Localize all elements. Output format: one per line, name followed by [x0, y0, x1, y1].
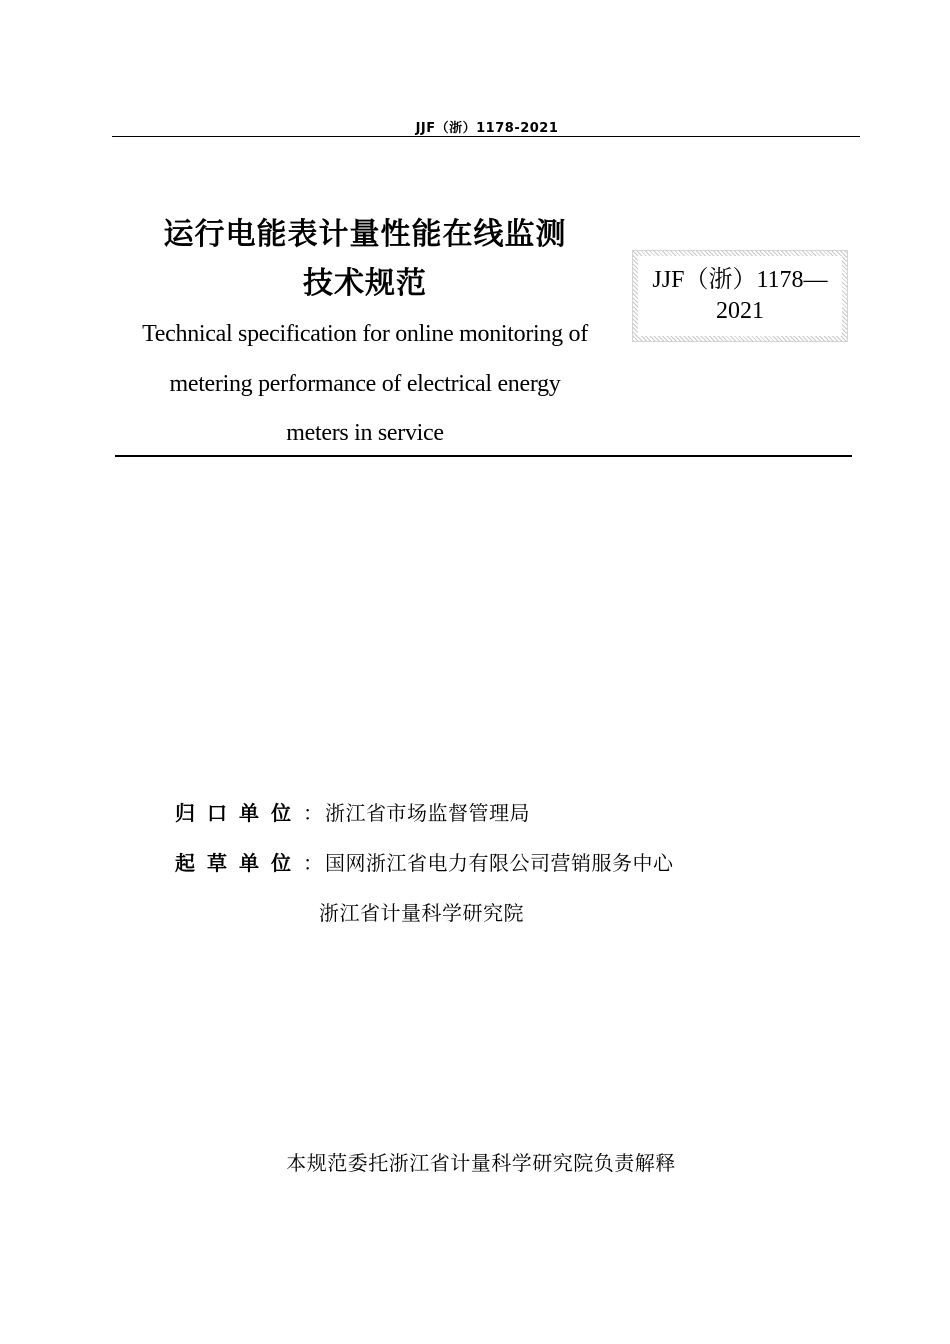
- standard-code-box-line-1: JJF（浙）1178—: [652, 267, 828, 293]
- title-english-line-2: metering performance of electrical energy: [169, 371, 561, 397]
- interpretation-note: 本规范委托浙江省计量科学研究院负责解释: [286, 1151, 676, 1175]
- drafting-unit-value-1: 国网浙江省电力有限公司营销服务中心: [325, 851, 674, 875]
- responsible-unit-label-text: 归口单位: [175, 801, 303, 825]
- drafting-unit-label: [175, 848, 303, 878]
- header-standard-code: JJF（浙）1178-2021: [415, 121, 559, 136]
- standard-code-box: [633, 251, 847, 341]
- title-english-line-3: meters in service: [286, 420, 444, 446]
- responsible-unit-label: [175, 798, 303, 828]
- responsible-unit-colon: ：: [303, 801, 323, 825]
- title-english-line-1: Technical specification for online monitoring of: [142, 321, 588, 347]
- responsible-unit-row: [175, 798, 530, 828]
- title-chinese-line-2: 技术规范: [303, 266, 427, 301]
- standard-code-box-line-2: 2021: [716, 298, 764, 324]
- title-divider: [115, 455, 852, 457]
- drafting-unit-label-text: 起草单位: [175, 851, 303, 875]
- title-chinese-line-1: 运行电能表计量性能在线监测: [163, 217, 567, 252]
- drafting-unit-row: [175, 848, 674, 878]
- drafting-unit-value-2: 浙江省计量科学研究院: [319, 901, 524, 925]
- drafting-unit-colon: ：: [303, 851, 323, 875]
- responsible-unit-value: 浙江省市场监督管理局: [325, 801, 530, 825]
- header-divider: [112, 136, 860, 137]
